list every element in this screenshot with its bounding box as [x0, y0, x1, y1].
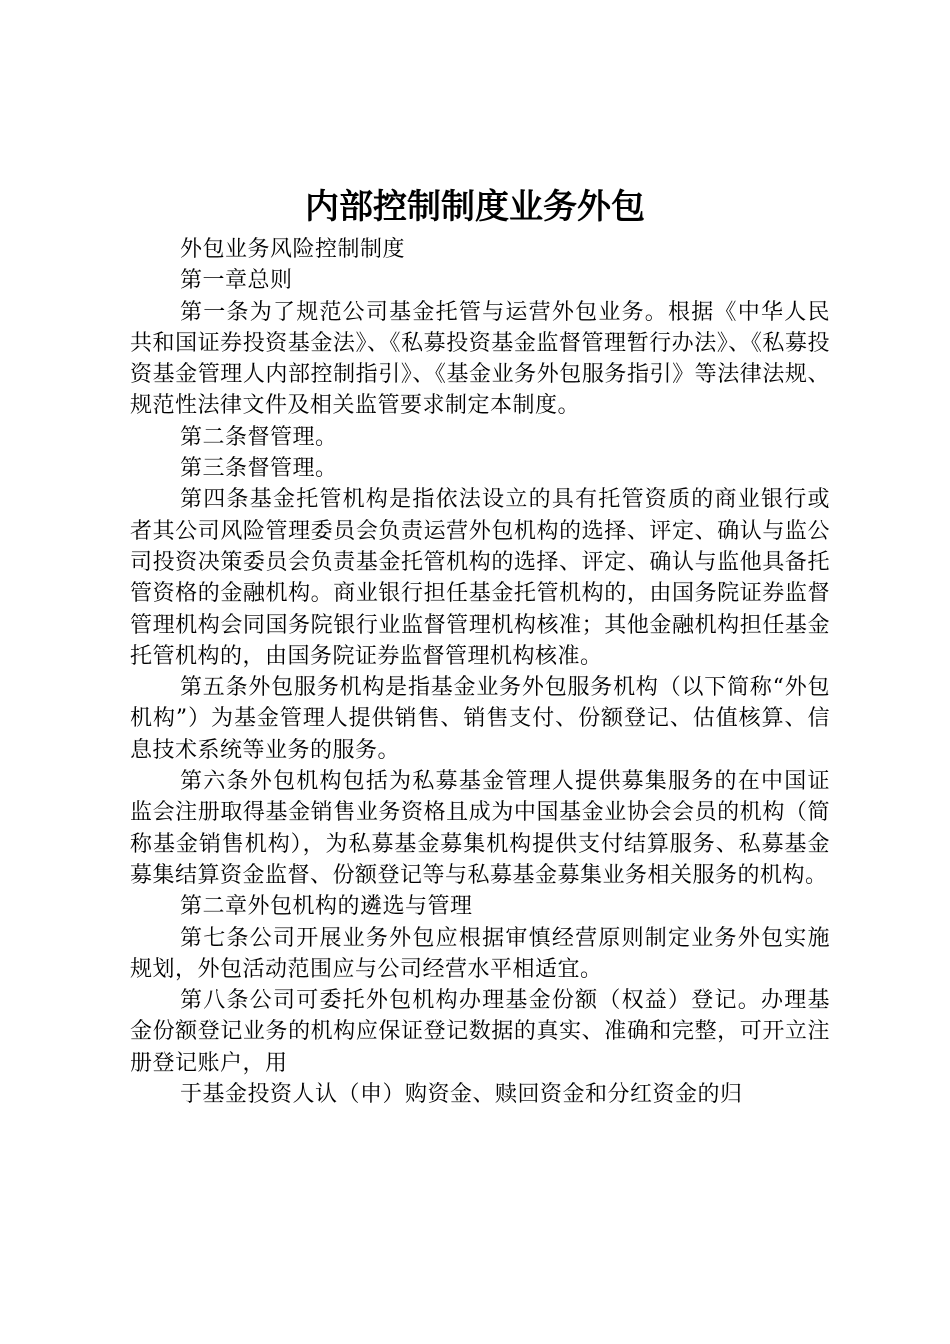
- paragraph-article-1: 第一条为了规范公司基金托管与运营外包业务。根据《中华人民共和国证券投资基金法》、《私募投资基金监督管理暂行办法》、《私募投资基金管理人内部控制指引》、《基金业务外包服务指引》等法律法规、规范性法律文件及相关监管要求制定本制度。: [130, 299, 830, 419]
- paragraph-article-2: 第二条督管理。: [180, 424, 338, 450]
- paragraph-article-4: 第四条基金托管机构是指依法设立的具有托管资质的商业银行或者其公司风险管理委员会负责运营外包机构的选择、评定、确认与监公司投资决策委员会负责基金托管机构的选择、评定、确认与监他具备托管资格的金融机构。商业银行担任基金托管机构的，由国务院证券监督管理机构会同国务院银行业监督管理机构核准；其他金融机构担任基金托管机构的，由国务院证券监督管理机构核准。: [130, 487, 830, 669]
- paragraph-continuation: 于基金投资人认（申）购资金、赎回资金和分红资金的归: [180, 1082, 743, 1108]
- paragraph-subtitle: 外包业务风险控制制度: [180, 237, 406, 262]
- paragraph-chapter-2: 第二章外包机构的遴选与管理: [180, 894, 473, 920]
- paragraph-article-3: 第三条督管理。: [180, 456, 338, 482]
- document-title: 内部控制制度业务外包: [305, 187, 645, 227]
- paragraph-article-6: 第六条外包机构包括为私募基金管理人提供募集服务的在中国证监会注册取得基金销售业务资格且成为中国基金业协会会员的机构（简称基金销售机构），为私募基金募集机构提供支付结算服务、私募基金募集结算资金监督、份额登记等与私募基金募集业务相关服务的机构。: [130, 769, 830, 888]
- document-body: [130, 234, 830, 1110]
- paragraph-chapter-1: 第一章总则: [180, 268, 293, 294]
- paragraph-article-5: 第五条外包服务机构是指基金业务外包服务机构（以下简称“外包机构”）为基金管理人提供销售、销售支付、份额登记、估值核算、信息技术系统等业务的服务。: [130, 675, 830, 763]
- paragraph-article-7: 第七条公司开展业务外包应根据审慎经营原则制定业务外包实施规划，外包活动范围应与公司经营水平相适宜。: [130, 925, 830, 982]
- paragraph-article-8: 第八条公司可委托外包机构办理基金份额（权益）登记。办理基金份额登记业务的机构应保证登记数据的真实、准确和完整，可开立注册登记账户，用: [130, 988, 830, 1076]
